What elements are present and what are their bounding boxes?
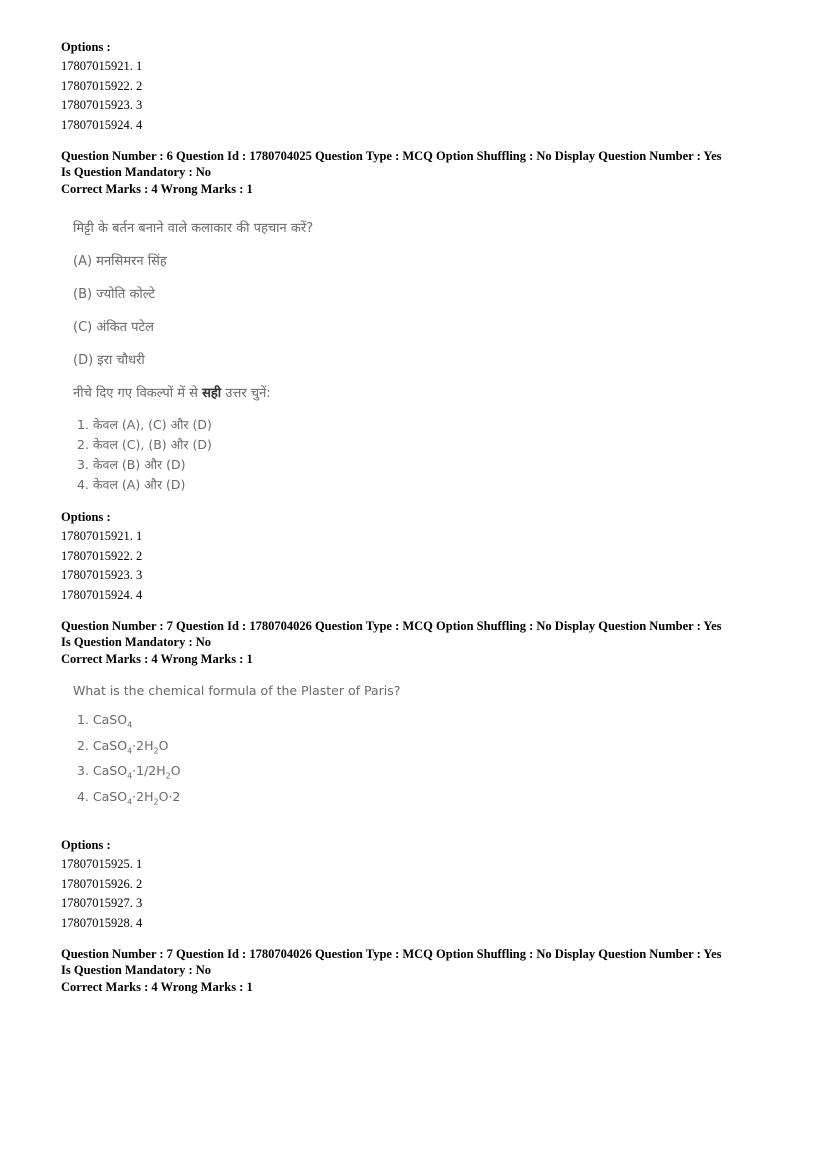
option-line: 17807015924. 4 xyxy=(61,587,143,602)
question-header: Question Number : 7 Question Id : 1780704026 Question Type : MCQ Option Shuffling : No Display Question Number : Yes xyxy=(61,619,722,633)
formula-subscript: 4 xyxy=(127,797,133,806)
option-line: 17807015922. 2 xyxy=(61,78,143,93)
question-mandatory: Is Question Mandatory : No xyxy=(61,165,212,179)
answer-choice: 2. केवल (C), (B) और (D) xyxy=(77,437,212,452)
formula-text: O·2 xyxy=(158,788,181,804)
formula-subscript: 2 xyxy=(153,746,159,755)
question-header: Question Number : 7 Question Id : 1780704026 Question Type : MCQ Option Shuffling : No Display Question Number : Yes xyxy=(61,947,722,961)
options-label: Options : xyxy=(61,40,111,54)
formula-text: ·2H xyxy=(132,737,154,753)
options-label: Options : xyxy=(61,838,111,852)
option-line: 17807015925. 1 xyxy=(61,857,143,871)
instruction-text: उत्तर चुनें: xyxy=(221,386,271,401)
statement-item: (A) मनसिमरन सिंह xyxy=(73,254,167,269)
question-marks: Correct Marks : 4 Wrong Marks : 1 xyxy=(61,652,253,666)
formula-subscript: 4 xyxy=(127,746,133,755)
question-marks: Correct Marks : 4 Wrong Marks : 1 xyxy=(61,182,253,196)
question-stem: मिट्टी के बर्तन बनाने वाले कलाकार की पहचान करें? xyxy=(73,221,314,236)
formula-subscript: 4 xyxy=(127,771,133,781)
option-line: 17807015926. 2 xyxy=(61,876,143,891)
question-mandatory: Is Question Mandatory : No xyxy=(61,963,212,977)
option-line: 17807015927. 3 xyxy=(61,896,143,910)
instruction-text: नीचे दिए गए विकल्पों में से xyxy=(73,386,203,401)
instruction-bold: सही xyxy=(202,386,222,401)
answer-choice xyxy=(73,761,781,787)
option-line: 17807015924. 4 xyxy=(61,117,143,132)
statement-item: (B) ज्योति कोल्टे xyxy=(73,287,156,302)
formula-subscript: 4 xyxy=(127,720,133,730)
question-7-repeat-block xyxy=(61,946,781,996)
formula-text: ·2H xyxy=(132,788,154,804)
formula-subscript: 2 xyxy=(153,797,159,806)
formula-text: O xyxy=(158,737,169,753)
formula-text: 4. CaSO xyxy=(77,788,128,804)
formula-text: 2. CaSO xyxy=(77,737,128,753)
answer-choice: 4. केवल (A) और (D) xyxy=(77,477,186,492)
option-line: 17807015922. 2 xyxy=(61,548,143,563)
formula-text: O xyxy=(170,763,181,778)
question-stem: What is the chemical formula of the Plaster of Paris? xyxy=(73,683,401,698)
option-line: 17807015923. 3 xyxy=(61,568,143,582)
statement-item: (D) इरा चौधरी xyxy=(73,353,145,368)
question-marks: Correct Marks : 4 Wrong Marks : 1 xyxy=(61,980,253,994)
option-line: 17807015923. 3 xyxy=(61,98,143,112)
option-line: 17807015928. 4 xyxy=(61,915,143,930)
question-instruction xyxy=(73,385,781,403)
formula-text: 3. CaSO xyxy=(77,763,128,778)
question-header: Question Number : 6 Question Id : 1780704025 Question Type : MCQ Option Shuffling : No Display Question Number : Yes xyxy=(61,149,722,163)
answer-choice xyxy=(73,710,781,736)
question-7-block xyxy=(61,618,781,933)
option-line: 17807015921. 1 xyxy=(61,59,143,73)
statement-item: (C) अंकित पटेल xyxy=(73,320,154,335)
formula-text: 1. CaSO xyxy=(77,712,128,727)
document-page xyxy=(61,38,781,996)
answer-choice: 3. केवल (B) और (D) xyxy=(77,457,186,472)
options-label: Options : xyxy=(61,510,111,524)
question-image xyxy=(61,220,781,495)
formula-text: ·1/2H xyxy=(132,763,166,778)
question-6-block xyxy=(61,148,781,605)
option-line: 17807015921. 1 xyxy=(61,529,143,543)
top-options-block xyxy=(61,38,781,135)
answer-choice xyxy=(73,736,781,762)
question-mandatory: Is Question Mandatory : No xyxy=(61,635,212,649)
question-image xyxy=(61,682,781,812)
formula-subscript: 2 xyxy=(165,771,171,781)
answer-choice xyxy=(73,787,781,813)
answer-choice: 1. केवल (A), (C) और (D) xyxy=(77,417,212,432)
